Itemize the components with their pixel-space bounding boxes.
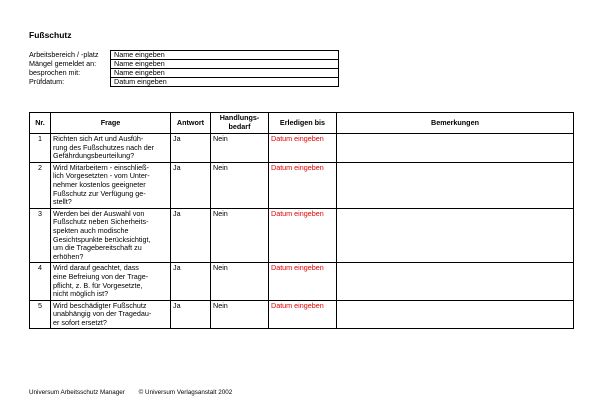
- question-line: rung des Fußschutzes nach der: [53, 142, 155, 152]
- cell-nr: 5: [30, 300, 51, 329]
- meta-label-besprochen: besprochen mit:: [29, 68, 81, 77]
- question-line: nicht möglich ist?: [53, 289, 109, 299]
- cell-nr: 4: [30, 263, 51, 300]
- cell-erledigen[interactable]: Datum eingeben: [269, 300, 337, 329]
- header-nr: Nr.: [30, 113, 51, 134]
- cell-bemerkungen[interactable]: [337, 208, 574, 263]
- question-line: pflicht, z. B. für Vorgesetzte,: [53, 280, 143, 290]
- header-handlungsbedarf-line1: Handlungs-: [219, 113, 260, 123]
- question-line: um die Tragebereitschaft zu: [53, 243, 142, 253]
- cell-antwort[interactable]: Ja: [171, 134, 211, 163]
- checklist-body: [30, 134, 574, 329]
- question-line: nehmer kostenlos geeigneter: [53, 179, 146, 189]
- header-frage: Frage: [51, 113, 171, 134]
- table-row: [30, 208, 574, 263]
- document-title: Fußschutz: [29, 30, 72, 40]
- question-line: Wird Mitarbeitern - einschließ-: [53, 162, 149, 172]
- cell-frage: [51, 208, 171, 263]
- cell-erledigen[interactable]: Datum eingeben: [269, 134, 337, 163]
- question-line: Gesichtspunkte berücksichtigt,: [53, 234, 151, 244]
- cell-frage: [51, 300, 171, 329]
- cell-handlung[interactable]: Nein: [211, 134, 269, 163]
- checklist-table: [29, 112, 574, 329]
- cell-handlung[interactable]: Nein: [211, 208, 269, 263]
- cell-bemerkungen[interactable]: [337, 134, 574, 163]
- question-line: lich Vorgesetzten - vom Unter-: [53, 171, 150, 181]
- question-line: stellt?: [53, 197, 72, 207]
- question-line: Fußschutz zur Verfügung ge-: [53, 188, 146, 198]
- footer-copyright: © Universum Verlagsanstalt 2002: [138, 389, 233, 396]
- cell-frage: [51, 263, 171, 300]
- table-row: [30, 300, 574, 329]
- meta-label-pruefdatum: Prüfdatum:: [29, 77, 65, 86]
- meta-value-arbeitsbereich[interactable]: Name eingeben: [111, 51, 339, 60]
- meta-value-besprochen[interactable]: Name eingeben: [111, 69, 339, 78]
- cell-frage: [51, 134, 171, 163]
- question-line: spekten auch modische: [53, 225, 129, 235]
- header-handlungsbedarf: [211, 113, 269, 134]
- cell-handlung[interactable]: Nein: [211, 162, 269, 208]
- meta-row: [29, 78, 339, 87]
- cell-erledigen[interactable]: Datum eingeben: [269, 162, 337, 208]
- footer-product: Universum Arbeitsschutz Manager: [29, 389, 125, 396]
- cell-handlung[interactable]: Nein: [211, 263, 269, 300]
- header-bemerkungen: Bemerkungen: [337, 113, 574, 134]
- cell-antwort[interactable]: Ja: [171, 162, 211, 208]
- question-line: Wird darauf geachtet, dass: [53, 263, 139, 273]
- meta-row: [29, 69, 339, 78]
- header-handlungsbedarf-line2: bedarf: [228, 122, 251, 131]
- cell-handlung[interactable]: Nein: [211, 300, 269, 329]
- cell-antwort[interactable]: Ja: [171, 300, 211, 329]
- meta-value-maengel[interactable]: Name eingeben: [111, 60, 339, 69]
- cell-frage: [51, 162, 171, 208]
- meta-label-arbeitsbereich: Arbeitsbereich / -platz: [29, 50, 99, 59]
- footer: [29, 389, 232, 396]
- question-line: Fußschutz neben Sicherheits-: [53, 217, 149, 227]
- table-row: [30, 263, 574, 300]
- header-row: [30, 113, 574, 134]
- cell-nr: 1: [30, 134, 51, 163]
- cell-bemerkungen[interactable]: [337, 162, 574, 208]
- header-erledigen: Erledigen bis: [269, 113, 337, 134]
- meta-value-pruefdatum[interactable]: Datum eingeben: [111, 78, 339, 87]
- cell-antwort[interactable]: Ja: [171, 263, 211, 300]
- meta-label-maengel: Mängel gemeldet an:: [29, 59, 97, 68]
- question-line: Wird beschädigter Fußschutz: [53, 300, 147, 310]
- table-row: [30, 134, 574, 163]
- cell-bemerkungen[interactable]: [337, 263, 574, 300]
- meta-info-table: [29, 50, 339, 87]
- cell-nr: 3: [30, 208, 51, 263]
- cell-erledigen[interactable]: Datum eingeben: [269, 263, 337, 300]
- question-line: er sofort ersetzt?: [53, 317, 107, 327]
- cell-erledigen[interactable]: Datum eingeben: [269, 208, 337, 263]
- question-line: Richten sich Art und Ausfüh-: [53, 134, 144, 143]
- question-line: unabhängig von der Tragedau-: [53, 309, 152, 319]
- header-antwort: Antwort: [171, 113, 211, 134]
- question-line: Gefährdungsbeurteilung?: [53, 151, 135, 161]
- cell-antwort[interactable]: Ja: [171, 208, 211, 263]
- question-line: erhöhen?: [53, 251, 84, 261]
- cell-nr: 2: [30, 162, 51, 208]
- question-line: Werden bei der Auswahl von: [53, 208, 145, 218]
- cell-bemerkungen[interactable]: [337, 300, 574, 329]
- question-line: eine Befreiung von der Trage-: [53, 271, 149, 281]
- table-row: [30, 162, 574, 208]
